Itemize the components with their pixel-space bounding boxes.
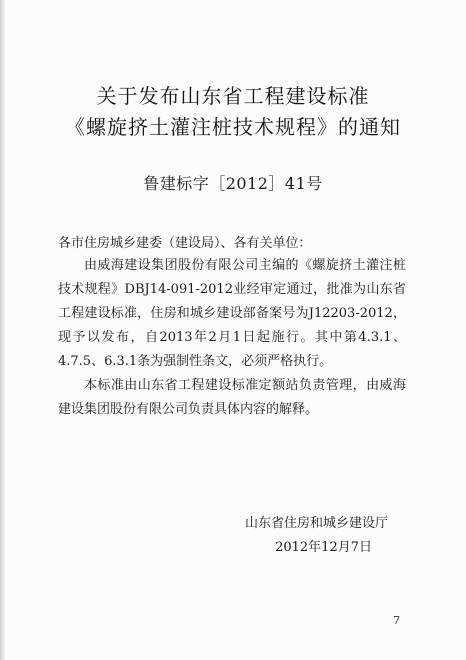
issuing-authority: 山东省住房和城乡建设厅 <box>244 516 388 531</box>
page-number: 7 <box>393 614 400 627</box>
body-paragraph-1 <box>58 254 406 374</box>
paragraph-2-text: 本标准由山东省工程建设标准定额站负责管理，由威海建设集团股份有限公司负责具体内容的解释。 <box>58 378 406 417</box>
salutation: 各市住房城乡建委（建设局）、各有关单位： <box>58 236 312 251</box>
paragraph-1-text: 由威海建设集团股份有限公司主编的《螺旋挤土灌注桩技术规程》DBJ14-091-2012业经审定通过，批准为山东省工程建设标准，住房和城乡建设部备案号为J12203-2012，现予以发布，自2013年2月1日起施行。其中第4.3.1、4.7.5、6.3.1条为强制性条文，必须严格执行。 <box>58 258 406 369</box>
body-paragraph-2 <box>58 374 406 422</box>
issue-date: 2012年12月7日 <box>275 540 372 555</box>
notice-title-line2: 《螺旋挤土灌注桩技术规程》的通知 <box>65 115 401 139</box>
notice-title-line1: 关于发布山东省工程建设标准 <box>96 84 370 108</box>
document-number: 鲁建标字［2012］41号 <box>143 174 323 193</box>
